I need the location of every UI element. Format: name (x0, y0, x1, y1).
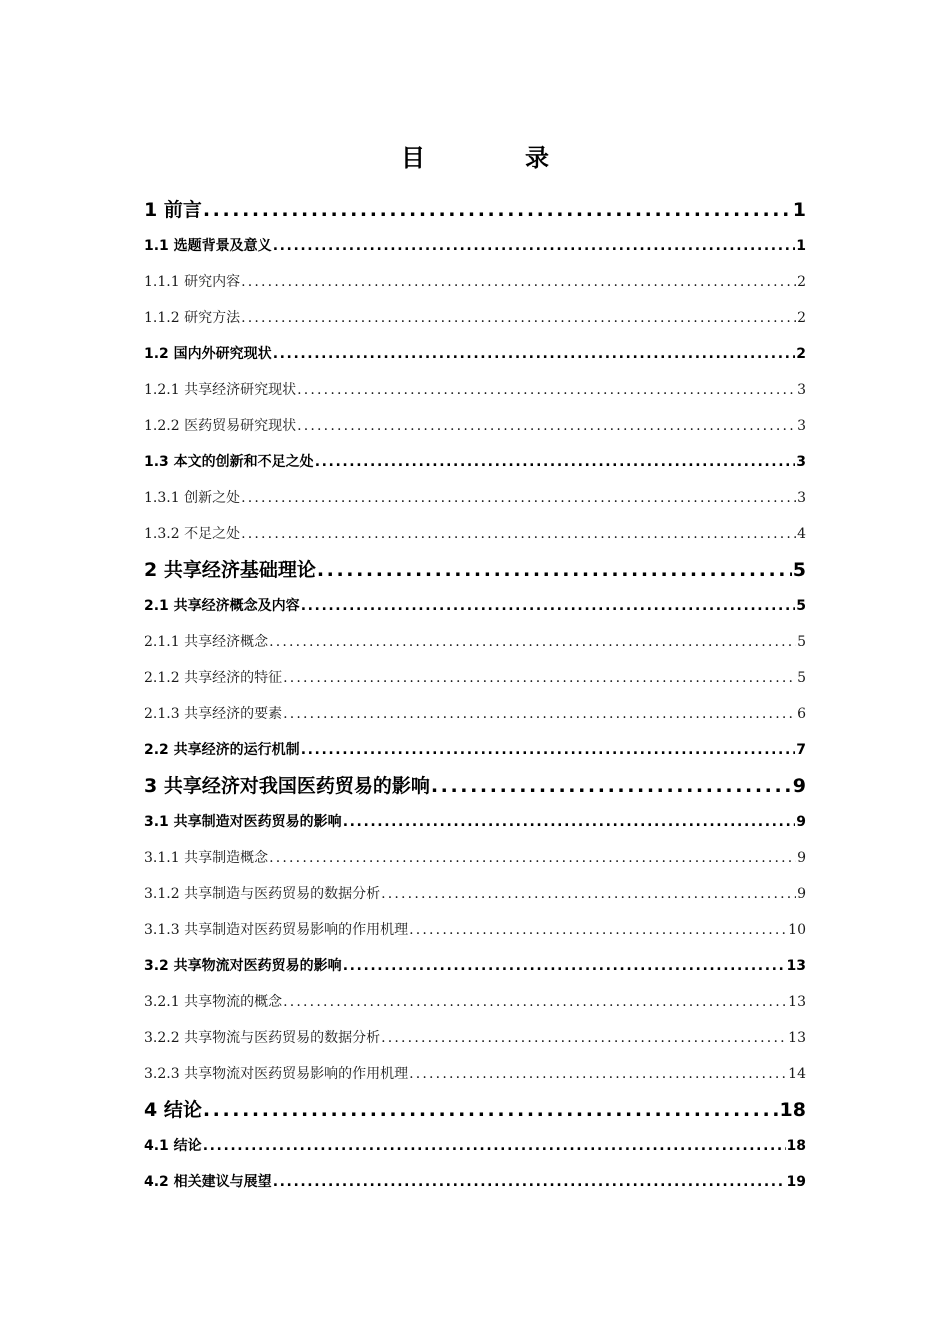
toc-page-number: 18 (779, 1099, 806, 1121)
toc-entry-label: 1.2.1 共享经济研究现状 (144, 382, 297, 398)
toc-page-number: 3 (796, 454, 806, 470)
toc-page-number: 6 (797, 706, 806, 722)
toc-dot-leader (269, 624, 796, 660)
toc-dot-leader (241, 300, 796, 336)
toc-page-number: 9 (797, 886, 806, 902)
toc-page-number: 13 (786, 958, 806, 974)
toc-entry-level-2[interactable] (144, 804, 806, 840)
toc-entry-label: 4.1 结论 (144, 1138, 202, 1154)
toc-dot-leader (297, 408, 796, 444)
toc-dot-leader (241, 480, 796, 516)
toc-dot-leader (283, 984, 787, 1020)
toc-entry-level-3[interactable] (144, 264, 806, 300)
toc-entry-level-2[interactable] (144, 732, 806, 768)
toc-entry-label: 1.2.2 医药贸易研究现状 (144, 418, 297, 434)
toc-entry-level-3[interactable] (144, 840, 806, 876)
toc-entry-label: 3.1.2 共享制造与医药贸易的数据分析 (144, 886, 381, 902)
toc-page-number: 10 (788, 922, 806, 938)
toc-entry-label: 2.1.1 共享经济概念 (144, 634, 269, 650)
toc-page-number: 14 (788, 1066, 806, 1082)
toc-page-number: 3 (797, 490, 806, 506)
toc-page-number: 5 (796, 598, 806, 614)
toc-entry-label: 1.3 本文的创新和不足之处 (144, 454, 314, 470)
toc-entry-label: 4 结论 (144, 1099, 202, 1121)
toc-entry-level-2[interactable] (144, 336, 806, 372)
toc-entry-label: 2.1.3 共享经济的要素 (144, 706, 283, 722)
table-of-contents (144, 192, 806, 1200)
toc-entry-level-2[interactable] (144, 444, 806, 480)
toc-page-number: 2 (797, 274, 806, 290)
toc-entry-label: 1 前言 (144, 199, 202, 221)
toc-dot-leader (343, 804, 796, 840)
toc-entry-label: 1.3.2 不足之处 (144, 526, 241, 542)
toc-entry-label: 1.3.1 创新之处 (144, 490, 241, 506)
toc-entry-label: 3.1 共享制造对医药贸易的影响 (144, 814, 342, 830)
toc-entry-label: 3.1.3 共享制造对医药贸易影响的作用机理 (144, 922, 409, 938)
toc-entry-label: 3.2.2 共享物流与医药贸易的数据分析 (144, 1030, 381, 1046)
toc-dot-leader (203, 1128, 786, 1164)
toc-entry-label: 3.2.1 共享物流的概念 (144, 994, 283, 1010)
toc-dot-leader (317, 552, 792, 588)
toc-entry-level-3[interactable] (144, 984, 806, 1020)
toc-page-number: 3 (797, 382, 806, 398)
toc-entry-label: 1.1.1 研究内容 (144, 274, 241, 290)
toc-page-number: 5 (797, 670, 806, 686)
toc-entry-label: 2.2 共享经济的运行机制 (144, 742, 300, 758)
toc-page-number: 1 (796, 238, 806, 254)
toc-page-number: 2 (796, 346, 806, 362)
toc-dot-leader (241, 516, 796, 552)
toc-dot-leader (283, 696, 796, 732)
toc-entry-level-2[interactable] (144, 228, 806, 264)
toc-entry-label: 3.2.3 共享物流对医药贸易影响的作用机理 (144, 1066, 409, 1082)
toc-title: 目 录 (401, 144, 587, 172)
toc-dot-leader (297, 372, 796, 408)
toc-dot-leader (241, 264, 796, 300)
toc-page-number: 9 (796, 814, 806, 830)
toc-page-number: 9 (792, 775, 806, 797)
toc-page-number: 5 (797, 634, 806, 650)
toc-page-number: 4 (797, 526, 806, 542)
toc-dot-leader (381, 1020, 787, 1056)
toc-entry-level-1[interactable] (144, 1092, 806, 1128)
toc-entry-level-3[interactable] (144, 516, 806, 552)
toc-entry-level-2[interactable] (144, 588, 806, 624)
toc-dot-leader (203, 192, 792, 228)
toc-entry-level-2[interactable] (144, 1164, 806, 1200)
toc-entry-label: 1.2 国内外研究现状 (144, 346, 272, 362)
toc-entry-level-3[interactable] (144, 912, 806, 948)
toc-entry-label: 3.2 共享物流对医药贸易的影响 (144, 958, 342, 974)
toc-page-number: 18 (786, 1138, 806, 1154)
toc-entry-level-3[interactable] (144, 1020, 806, 1056)
toc-dot-leader (283, 660, 796, 696)
toc-page-number: 3 (797, 418, 806, 434)
toc-entry-level-3[interactable] (144, 624, 806, 660)
toc-entry-level-1[interactable] (144, 552, 806, 588)
toc-dot-leader (269, 840, 796, 876)
toc-entry-level-3[interactable] (144, 660, 806, 696)
toc-entry-level-2[interactable] (144, 948, 806, 984)
toc-entry-label: 2 共享经济基础理论 (144, 559, 316, 581)
toc-entry-level-3[interactable] (144, 480, 806, 516)
toc-dot-leader (431, 768, 792, 804)
toc-dot-leader (315, 444, 796, 480)
toc-entry-level-3[interactable] (144, 876, 806, 912)
toc-page-number: 1 (792, 199, 806, 221)
toc-entry-level-3[interactable] (144, 1056, 806, 1092)
toc-page-number: 13 (788, 1030, 806, 1046)
toc-entry-level-3[interactable] (144, 696, 806, 732)
toc-dot-leader (301, 732, 796, 768)
toc-dot-leader (273, 336, 796, 372)
toc-entry-label: 2.1 共享经济概念及内容 (144, 598, 300, 614)
toc-dot-leader (409, 912, 787, 948)
toc-entry-level-1[interactable] (144, 192, 806, 228)
toc-entry-label: 3.1.1 共享制造概念 (144, 850, 269, 866)
toc-entry-level-3[interactable] (144, 372, 806, 408)
toc-entry-label: 1.1.2 研究方法 (144, 310, 241, 326)
toc-page-number: 5 (792, 559, 806, 581)
toc-page-number: 9 (797, 850, 806, 866)
toc-page-number: 19 (786, 1174, 806, 1190)
toc-entry-level-3[interactable] (144, 300, 806, 336)
toc-entry-level-2[interactable] (144, 1128, 806, 1164)
toc-entry-label: 2.1.2 共享经济的特征 (144, 670, 283, 686)
toc-entry-label: 4.2 相关建议与展望 (144, 1174, 272, 1190)
toc-entry-level-3[interactable] (144, 408, 806, 444)
toc-dot-leader (203, 1092, 779, 1128)
toc-dot-leader (343, 948, 786, 984)
toc-entry-level-1[interactable] (144, 768, 806, 804)
toc-dot-leader (273, 1164, 786, 1200)
toc-dot-leader (409, 1056, 787, 1092)
toc-entry-label: 3 共享经济对我国医药贸易的影响 (144, 775, 430, 797)
toc-page-number: 13 (788, 994, 806, 1010)
toc-dot-leader (301, 588, 796, 624)
toc-page-number: 7 (796, 742, 806, 758)
toc-dot-leader (273, 228, 796, 264)
toc-dot-leader (381, 876, 796, 912)
toc-entry-label: 1.1 选题背景及意义 (144, 238, 272, 254)
toc-page-number: 2 (797, 310, 806, 326)
